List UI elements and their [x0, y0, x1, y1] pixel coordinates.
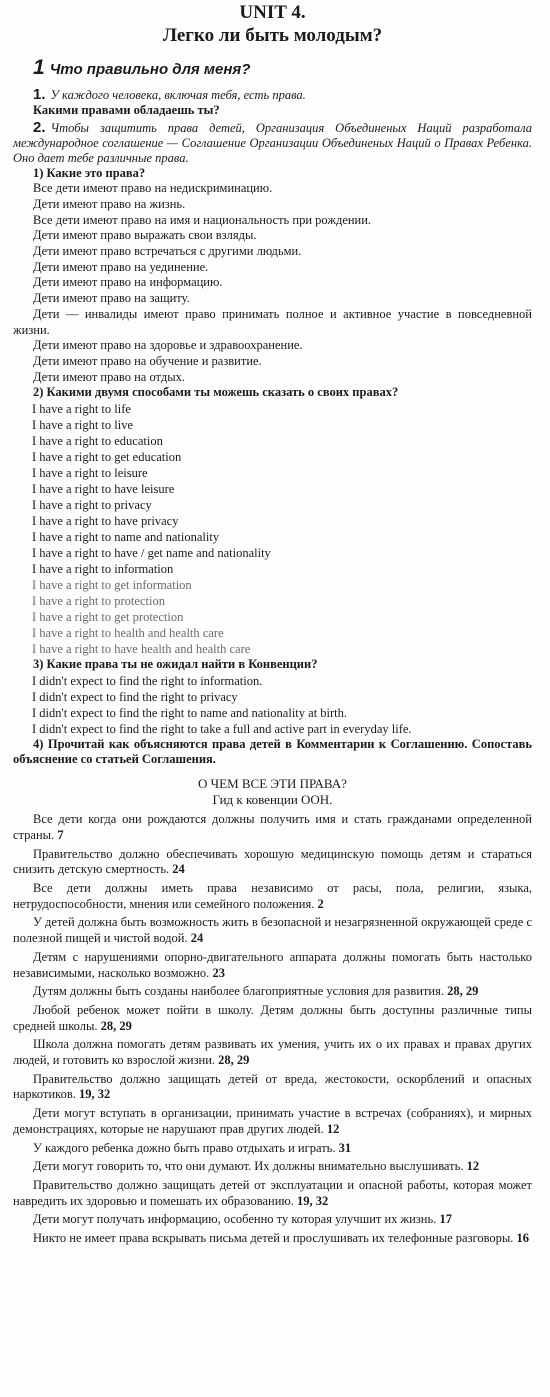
section-number: 1	[33, 56, 45, 79]
section-title: Что правильно для меня?	[49, 61, 251, 78]
article-reference: 24	[172, 862, 185, 877]
unexpected-rights-list	[13, 673, 532, 737]
article-text: Дутям должны быть созданы наиболее благоприятные условия для развития.	[33, 984, 444, 999]
english-phrase: I have a right to privacy	[32, 498, 152, 513]
guide-article	[13, 1212, 532, 1228]
guide-article	[13, 1037, 532, 1068]
article-text: У каждого ребенка дожно быть право отдыхать и играть.	[33, 1140, 336, 1155]
article-reference: 2	[317, 896, 324, 911]
task-2	[13, 121, 532, 165]
guide-article	[13, 847, 532, 878]
guide-subtitle: Гид к ковенции ООН.	[212, 792, 333, 808]
article-text: Детям с нарушениями опорно-двигательного аппарата должны помогать быть настолько независимыми, насколько возможно.	[13, 949, 532, 980]
guide-article	[13, 984, 532, 1000]
article-text: Правительство должно обеспечивать хорошую медицинскую помощь детям и стараться снизить детскую смертность.	[13, 846, 532, 877]
english-phrase: I have a right to leisure	[32, 466, 148, 481]
guide-article	[13, 950, 532, 981]
guide-title: О ЧЕМ ВСЕ ЭТИ ПРАВА?	[198, 776, 347, 792]
english-phrase: I have a right to get protection	[32, 610, 184, 625]
article-reference: 28, 29	[447, 984, 479, 999]
task-1	[13, 88, 532, 103]
guide-article	[13, 1178, 532, 1209]
article-reference: 19, 32	[79, 1087, 111, 1102]
guide-article	[13, 1003, 532, 1034]
english-phrase: I have a right to get education	[32, 450, 182, 465]
right-item: Дети имеют право выражать свои взляды.	[33, 228, 257, 243]
article-reference: 28, 29	[100, 1018, 132, 1033]
article-text: Школа должна помогать детям развивать их умения, учить их о их правах и правах других людей, и готовить ко взрослой жизни.	[13, 1037, 532, 1068]
article-text: Любой ребенок может пойти в школу. Детям должны быть доступны различные типы средней школы.	[13, 1002, 532, 1033]
article-text: Все дети когда они рождаются должны получить имя и стать гражданами определенной страны.	[13, 812, 532, 842]
article-text: Дети могут говорить то, что они думают. Их должны внимательно выслушивать.	[33, 1159, 464, 1174]
english-phrase: I have a right to have health and health care	[32, 642, 251, 657]
article-reference: 12	[326, 1121, 340, 1136]
article-text: Никто не имеет права вскрывать письма детей и прослушивать их телефонные разговоры.	[33, 1231, 514, 1246]
english-sentence: I didn't expect to find the right to name and nationality at birth.	[32, 705, 348, 720]
right-item: Все дети имеют право на недискриминацию.	[33, 181, 273, 196]
right-item: Дети — инвалиды имеют право принимать полное и активное участие в повседневной жизни.	[13, 306, 532, 337]
english-phrase: I have a right to live	[32, 418, 134, 433]
question-1-heading: 1) Какие это права?	[33, 165, 146, 180]
article-reference: 7	[57, 827, 64, 842]
english-sentence: I didn't expect to find the right to privacy	[32, 689, 238, 704]
question-2-heading: 2) Какими двумя способами ты можешь сказать о своих правах?	[33, 385, 399, 400]
english-sentence: I didn't expect to find the right to information.	[32, 673, 263, 688]
question-3-heading: 3) Какие права ты не ожидал найти в Конвенции?	[33, 657, 318, 672]
article-reference: 17	[439, 1212, 452, 1227]
guide-article	[13, 915, 532, 946]
rights-list-en	[13, 401, 532, 657]
article-text: Дети могут вступать в организации, принимать участие в встречах (собраниях), и мирных демонстрациях, которые не нарушают прав других людей.	[13, 1106, 532, 1136]
guide-article	[13, 1159, 532, 1175]
article-reference: 24	[190, 931, 204, 946]
guide-article	[13, 812, 532, 843]
english-phrase: I have a right to have privacy	[32, 514, 179, 529]
section-heading	[33, 56, 532, 82]
right-item: Дети имеют право на уединение.	[33, 259, 209, 274]
unit-subtitle: Легко ли быть молодым?	[162, 25, 383, 46]
right-item: Дети имеют право на обучение и развитие.	[33, 353, 262, 368]
article-reference: 23	[212, 965, 225, 980]
english-phrase: I have a right to get information	[32, 578, 192, 593]
task-1-number: 1.	[33, 86, 46, 103]
article-reference: 31	[338, 1140, 352, 1155]
english-phrase: I have a right to have leisure	[32, 482, 175, 497]
english-phrase: I have a right to health and health care	[32, 626, 224, 641]
question-4-heading: 4) Прочитай как объясняются права детей в Комментарии к Соглашению. Сопоставь объяснение со статьей Соглашения.	[13, 736, 532, 767]
article-reference: 28, 29	[218, 1053, 250, 1068]
english-sentence: I didn't expect to find the right to take a full and active part in everyday life.	[32, 721, 412, 736]
task-2-intro: Чтобы защитить права детей, Организация Объединеных Наций разработала международное соглашение — Соглашение Организации Объединеных Наций о Правах Ребенка. Оно дает тебе различные права.	[13, 121, 532, 165]
task-1-question: Какими правами обладаешь ты?	[33, 102, 220, 117]
guide-article	[13, 881, 532, 912]
english-phrase: I have a right to life	[32, 402, 131, 417]
unit-title: UNIT 4.	[239, 2, 306, 23]
article-reference: 19, 32	[297, 1193, 329, 1208]
article-reference: 16	[516, 1231, 530, 1246]
article-text: У детей должна быть возможность жить в безопасной и незагрязненной окружающей среде с полезной пищей и чистой водой.	[13, 915, 532, 946]
guide-article	[13, 1141, 532, 1157]
right-item: Все дети имеют право на имя и национальность при рождении.	[33, 212, 372, 227]
guide-article	[13, 1231, 532, 1247]
rights-list-ru	[13, 181, 532, 385]
right-item: Дети имеют право на защиту.	[33, 291, 190, 306]
right-item: Дети имеют право на информацию.	[33, 275, 223, 290]
guide-article	[13, 1106, 532, 1137]
guide-articles	[13, 812, 532, 1247]
english-phrase: I have a right to name and nationality	[32, 530, 220, 545]
article-text: Все дети должны иметь права независимо от расы, пола, религии, языка, нетрудоспособности, мнения или семейного положения.	[13, 880, 532, 911]
english-phrase: I have a right to have / get name and nationality	[32, 546, 271, 561]
article-text: Правительство должно защищать детей от эксплуатации и опасной работы, которая может навредить их здоровью и помешать их образованию.	[13, 1177, 532, 1208]
english-phrase: I have a right to information	[32, 562, 174, 577]
task-2-number: 2.	[33, 119, 46, 137]
guide-article	[13, 1072, 532, 1103]
article-text: Правительство должно защищать детей от вреда, жестокости, оскорблений и опасных наркотиков.	[13, 1071, 532, 1102]
right-item: Дети имеют право на отдых.	[33, 369, 185, 384]
right-item: Дети имеют право на здоровье и здравоохранение.	[33, 338, 303, 353]
article-text: Дети могут получать информацию, особенно ту которая улучшит их жизнь.	[33, 1212, 437, 1227]
task-1-intro: У каждого человека, включая тебя, есть права.	[50, 88, 306, 102]
right-item: Дети имеют право на жизнь.	[33, 196, 186, 211]
english-phrase: I have a right to protection	[32, 594, 165, 609]
english-phrase: I have a right to education	[32, 434, 163, 449]
right-item: Дети имеют право встречаться с другими людьми.	[33, 244, 302, 259]
article-reference: 12	[466, 1159, 480, 1174]
